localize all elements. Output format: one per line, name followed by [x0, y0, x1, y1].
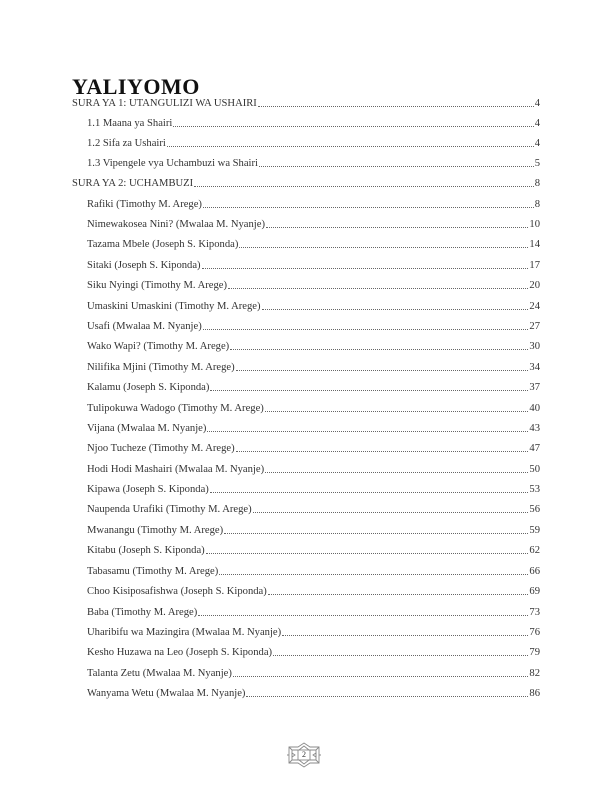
toc-entry-label: Tulipokuwa Wadogo (Timothy M. Arege) — [87, 403, 264, 414]
toc-entry-label: Kesho Huzawa na Leo (Joseph S. Kiponda) — [87, 647, 273, 658]
dot-leader — [203, 198, 534, 208]
toc-entry-label: Njoo Tucheze (Timothy M. Arege) — [87, 443, 235, 454]
toc-entry-page-number: 4 — [534, 98, 540, 109]
toc-section-entry[interactable] — [72, 381, 540, 394]
toc-chapter-entry[interactable] — [72, 97, 540, 110]
toc-section-entry[interactable] — [72, 626, 540, 639]
dot-leader — [219, 565, 528, 575]
toc-entry-page-number: 47 — [529, 443, 540, 454]
toc-entry-label: Talanta Zetu (Mwalaa M. Nyanje) — [87, 668, 232, 679]
dot-leader — [173, 117, 533, 127]
toc-entry-label: Wako Wapi? (Timothy M. Arege) — [87, 341, 230, 352]
toc-section-entry[interactable] — [72, 279, 540, 292]
dot-leader — [258, 97, 534, 107]
dot-leader — [265, 463, 528, 473]
dot-leader — [224, 524, 528, 534]
dot-leader — [266, 218, 528, 228]
dot-leader — [167, 137, 534, 147]
toc-entry-page-number: 59 — [529, 525, 540, 536]
toc-entry-label: Kipawa (Joseph S. Kiponda) — [87, 484, 209, 495]
toc-entry-page-number: 20 — [529, 280, 540, 291]
toc-section-entry[interactable] — [72, 157, 540, 170]
toc-entry-label: Wanyama Wetu (Mwalaa M. Nyanje) — [87, 688, 246, 699]
toc-section-entry[interactable] — [72, 340, 540, 353]
dot-leader — [210, 381, 528, 391]
toc-entry-label: 1.3 Vipengele vya Uchambuzi wa Shairi — [87, 158, 258, 169]
toc-entry-page-number: 4 — [534, 118, 540, 129]
toc-entry-page-number: 4 — [534, 138, 540, 149]
toc-entry-page-number: 43 — [529, 423, 540, 434]
toc-entry-page-number: 86 — [529, 688, 540, 699]
toc-entry-page-number: 8 — [534, 178, 540, 189]
toc-section-entry[interactable] — [72, 483, 540, 496]
dot-leader — [282, 626, 528, 636]
toc-section-entry[interactable] — [72, 565, 540, 578]
toc-section-entry[interactable] — [72, 218, 540, 231]
dot-leader — [259, 157, 534, 167]
toc-entry-page-number: 62 — [529, 545, 540, 556]
dot-leader — [236, 361, 529, 371]
toc-entry-page-number: 34 — [529, 362, 540, 373]
toc-entry-page-number: 17 — [529, 260, 540, 271]
toc-section-entry[interactable] — [72, 687, 540, 700]
toc-section-entry[interactable] — [72, 646, 540, 659]
dot-leader — [273, 646, 528, 656]
toc-chapter-entry[interactable] — [72, 177, 540, 190]
toc-section-entry[interactable] — [72, 503, 540, 516]
toc-entry-label: Siku Nyingi (Timothy M. Arege) — [87, 280, 227, 291]
toc-entry-page-number: 76 — [529, 627, 540, 638]
toc-entry-label: 1.1 Maana ya Shairi — [87, 118, 173, 129]
toc-entry-page-number: 69 — [529, 586, 540, 597]
toc-section-entry[interactable] — [72, 606, 540, 619]
dot-leader — [253, 503, 529, 513]
toc-entry-label: Tazama Mbele (Joseph S. Kiponda) — [87, 239, 239, 250]
toc-title: YALIYOMO — [72, 74, 200, 99]
dot-leader — [202, 259, 529, 269]
page-footer — [286, 742, 322, 768]
toc-entry-label: Rafiki (Timothy M. Arege) — [87, 199, 202, 210]
dot-leader — [268, 585, 529, 595]
toc-entry-label: Choo Kisiposafishwa (Joseph S. Kiponda) — [87, 586, 267, 597]
dot-leader — [207, 422, 528, 432]
dot-leader — [228, 279, 528, 289]
dot-leader — [262, 300, 529, 310]
toc-entry-label: Nilifika Mjini (Timothy M. Arege) — [87, 362, 235, 373]
dot-leader — [246, 687, 528, 697]
dot-leader — [236, 442, 529, 452]
toc-section-entry[interactable] — [72, 402, 540, 415]
toc-entry-page-number: 14 — [529, 239, 540, 250]
toc-section-entry[interactable] — [72, 238, 540, 251]
toc-section-entry[interactable] — [72, 524, 540, 537]
toc-section-entry[interactable] — [72, 320, 540, 333]
dot-leader — [194, 177, 534, 187]
dot-leader — [203, 320, 529, 330]
dot-leader — [233, 667, 529, 677]
dot-leader — [206, 544, 529, 554]
toc-entry-page-number: 53 — [529, 484, 540, 495]
dot-leader — [210, 483, 529, 493]
toc-section-entry[interactable] — [72, 544, 540, 557]
toc-entry-label: Baba (Timothy M. Arege) — [87, 607, 198, 618]
toc-entry-label: Vijana (Mwalaa M. Nyanje) — [87, 423, 207, 434]
toc-entry-page-number: 50 — [529, 464, 540, 475]
toc-entry-label: Naupenda Urafiki (Timothy M. Arege) — [87, 504, 252, 515]
toc-entry-label: Kitabu (Joseph S. Kiponda) — [87, 545, 205, 556]
toc-entry-label: Sitaki (Joseph S. Kiponda) — [87, 260, 201, 271]
toc-entry-page-number: 10 — [529, 219, 540, 230]
toc-entry-page-number: 40 — [529, 403, 540, 414]
toc-entry-page-number: 37 — [529, 382, 540, 393]
toc-entry-page-number: 24 — [529, 301, 540, 312]
toc-entry-page-number: 73 — [529, 607, 540, 618]
toc-entry-label: Tabasamu (Timothy M. Arege) — [87, 566, 219, 577]
toc-entry-label: Hodi Hodi Mashairi (Mwalaa M. Nyanje) — [87, 464, 265, 475]
toc-section-entry[interactable] — [72, 442, 540, 455]
toc-entry-label: SURA YA 1: UTANGULIZI WA USHAIRI — [72, 98, 257, 109]
toc-entry-page-number: 56 — [529, 504, 540, 515]
dot-leader — [265, 402, 529, 412]
toc-entry-page-number: 8 — [534, 199, 540, 210]
toc-section-entry[interactable] — [72, 198, 540, 211]
toc-section-entry[interactable] — [72, 585, 540, 598]
toc-section-entry[interactable] — [72, 137, 540, 150]
toc-entry-label: Mwanangu (Timothy M. Arege) — [87, 525, 224, 536]
toc-entry-page-number: 5 — [534, 158, 540, 169]
page-number: 2 — [302, 750, 306, 759]
toc-entry-label: SURA YA 2: UCHAMBUZI — [72, 178, 194, 189]
toc-section-entry[interactable] — [72, 361, 540, 374]
toc-section-entry[interactable] — [72, 463, 540, 476]
toc-section-entry[interactable] — [72, 259, 540, 272]
toc-entry-label: Kalamu (Joseph S. Kiponda) — [87, 382, 210, 393]
dot-leader — [230, 340, 528, 350]
toc-entry-label: 1.2 Sifa za Ushairi — [87, 138, 166, 149]
toc-entry-page-number: 82 — [529, 668, 540, 679]
toc-section-entry[interactable] — [72, 117, 540, 130]
dot-leader — [198, 606, 528, 616]
toc-entry-page-number: 30 — [529, 341, 540, 352]
toc-entry-page-number: 27 — [529, 321, 540, 332]
toc-section-entry[interactable] — [72, 667, 540, 680]
toc-entry-label: Usafi (Mwalaa M. Nyanje) — [87, 321, 202, 332]
toc-entry-label: Umaskini Umaskini (Timothy M. Arege) — [87, 301, 261, 312]
dot-leader — [239, 238, 528, 248]
toc-entry-label: Uharibifu wa Mazingira (Mwalaa M. Nyanje) — [87, 627, 282, 638]
toc-entry-label: Nimewakosea Nini? (Mwalaa M. Nyanje) — [87, 219, 265, 230]
toc-section-entry[interactable] — [72, 300, 540, 313]
toc-section-entry[interactable] — [72, 422, 540, 435]
toc-entry-page-number: 66 — [529, 566, 540, 577]
toc-entry-page-number: 79 — [529, 647, 540, 658]
